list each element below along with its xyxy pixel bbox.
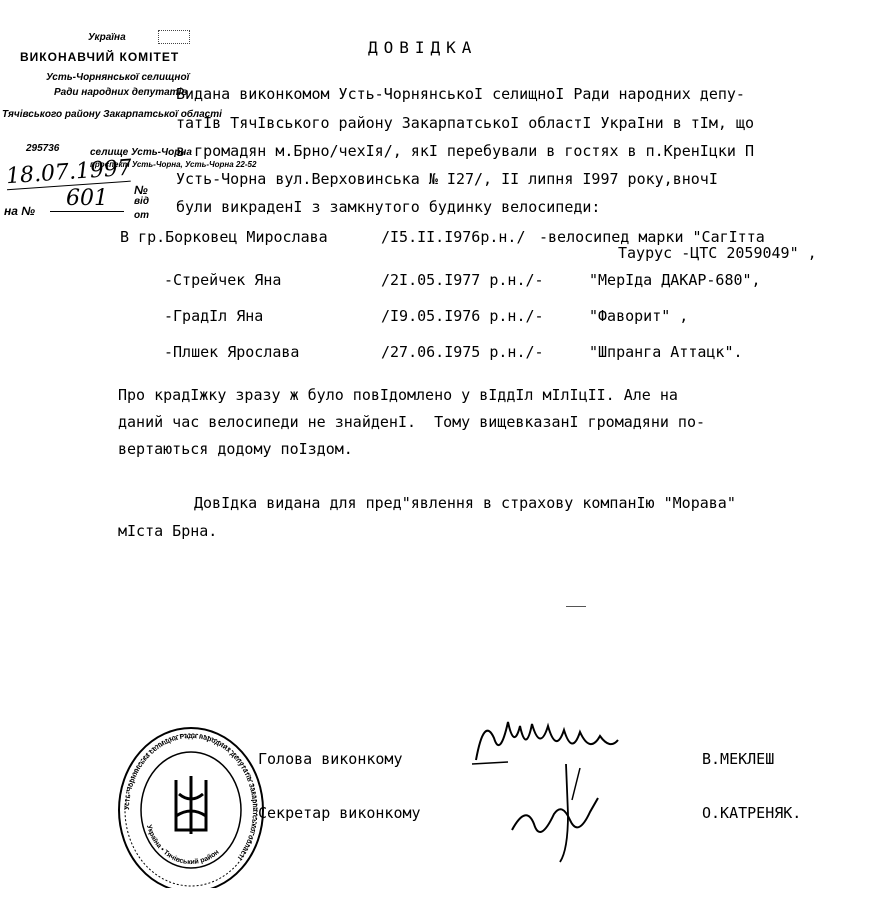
theft-line: вертаються додому поIздом. [118,440,353,458]
scan-mark [566,606,586,607]
theft-line: даний час велосипеди не знайденI. Тому вищевказанI громадяни по- [118,413,705,431]
signature-role-chair: Голова виконкому [258,750,403,768]
purpose-line: ДовIдка видана для пред"явлення в страхову компанIю "Морава" [194,494,736,512]
stamp-vid-label: від [134,196,149,207]
seal-inner-text: Україна • Тячівський район [144,824,221,867]
bike-model: "Шпранга Аттацк". [589,343,743,361]
bike-model-continued: Таурус -ЦТС 2059049" , [618,244,817,262]
bike-owner-dob: /2I.05.I977 р.н./- [381,271,544,289]
bike-model: -велосипед марки "СагIтта [539,228,765,246]
signature-name-secretary: О.КАТРЕНЯК. [702,804,802,822]
stamp-ot-label: от [134,210,149,221]
handwritten-number: 601 [50,186,124,212]
bike-model: "Фаворит" , [589,307,689,325]
stamp-no-label: № [134,183,148,197]
stamp-district: Тячівського району Закарпатської області [2,109,222,120]
signature-name-chair: В.МЕКЛЕШ [702,750,775,768]
stamp-committee: ВИКОНАВЧИЙ КОМІТЕТ [20,50,180,64]
bike-owner-dob: /27.06.I975 р.н./- [381,343,544,361]
stamp-council-2: Ради народних депутатів [54,87,188,98]
stamp-postcode: 295736 [26,143,60,154]
seal-outer-text: Усть-Чорнянська селищна Рада народних депутатів Закарпатської області [123,732,259,861]
intro-line: татIв ТячIвського району ЗакарпатськоI областI УкраIни в тIм, що [176,114,754,132]
purpose-line: мIста Брна. [118,522,218,540]
bike-owner-dob: /I5.II.I976р.н./ [381,228,526,246]
bike-model: "МерIда ДАКАР-680", [589,271,761,289]
bike-owner-name: -Стрейчек Яна [164,271,282,289]
signature-secretary [500,758,610,868]
document-title: ДОВІДКА [368,38,478,57]
bike-owner-dob: /I9.05.I976 р.н./- [381,307,544,325]
stamp-council-1: Усть-Чорнянської селищної [46,72,190,83]
intro-line: Видана виконкомом Усть-ЧорнянськоI селищноI Ради народних депу- [176,85,745,103]
official-seal [116,712,266,888]
stamp-country: Україна [88,32,126,43]
intro-line: Усть-Чорна вул.Верховинська № I27/, II липня I997 року,вночI [176,170,718,188]
bike-owner-name: -Плшек Ярослава [164,343,300,361]
stamp-address-1: селище Усть-Чорна [90,147,192,158]
trident-emblem [176,776,206,834]
handwritten-date: 18.07.1997 [5,155,133,190]
bike-owner-name: В гр.Борковец Мирослава [120,228,328,246]
stamp-address-2: проспект Усть-Чорна, Усть-Чорна 22-52 [90,160,257,169]
signature-role-secretary: Секретар виконкому [258,804,421,822]
intro-line: в громадян м.Брно/чехIя/, якI перебували в гостях в п.КренIцки П [176,142,754,160]
stamp-na-label: на № [4,204,36,218]
theft-line: Про крадIжку зразу ж було повIдомлено у вIддIл мIлIцII. Але на [118,386,678,404]
stamp-mark [158,30,190,44]
intro-line: були викраденI з замкнутого будинку велосипеди: [176,198,601,216]
bike-owner-name: -ГрадIл Яна [164,307,264,325]
